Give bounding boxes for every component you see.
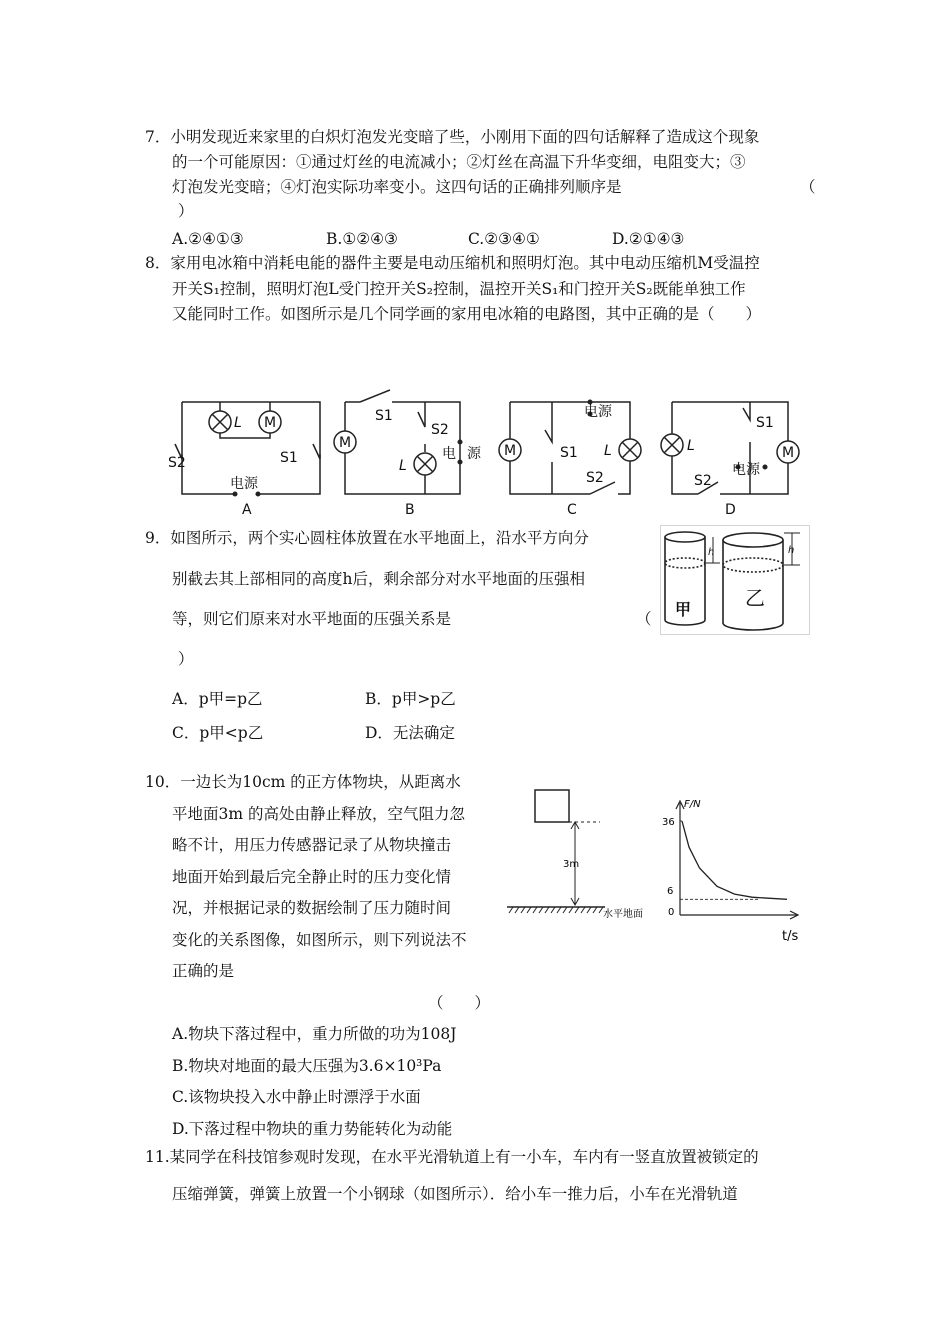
q11-line-1: 11.某同学在科技馆参观时发现，在水平光滑轨道上有一小车，车内有一竖直放置被锁定的 <box>145 1148 759 1166</box>
q10-paren: （ ） <box>428 994 491 1012</box>
circuit-d-s1-label: S1 <box>756 415 774 431</box>
cylinders-figure <box>660 525 810 635</box>
cylinder-h-label-left: h <box>708 547 715 558</box>
q9-line-1: 9．如图所示，两个实心圆柱体放置在水平地面上，沿水平方向分 <box>145 529 589 547</box>
q9-option-a: A．p甲=p乙 <box>172 690 263 708</box>
circuit-a-motor-label: M <box>264 415 277 431</box>
q10-line-1: 10．一边长为10cm 的正方体物块，从距离水 <box>145 773 461 791</box>
circuit-d-power-label: 电源 <box>732 462 760 478</box>
cylinder-yi-label: 乙 <box>745 586 765 610</box>
y-axis-label: F/N <box>684 799 701 810</box>
q7-option-a: A.②④①③ <box>172 230 244 248</box>
falling-block <box>535 790 569 822</box>
q7-option-c: C.②③④① <box>468 230 540 248</box>
q9-option-d: D．无法确定 <box>365 724 455 742</box>
q8-line-3: 又能同时工作。如图所示是几个同学画的家用电冰箱的电路图，其中正确的是（ ） <box>172 305 762 323</box>
q7-paren-open: （ <box>800 178 816 196</box>
q10-line-6: 变化的关系图像，如图所示，则下列说法不 <box>172 931 467 949</box>
cylinder-h-label-right: h <box>788 545 795 556</box>
circuit-a-caption: A <box>242 502 252 517</box>
circuit-c-s1-label: S1 <box>560 445 578 461</box>
q7-line-2: 的一个可能原因：①通过灯丝的电流减小；②灯丝在高温下升华变细，电阻变大；③ <box>172 153 746 171</box>
force-curve <box>682 821 787 899</box>
q7-option-b: B.①②④③ <box>326 230 398 248</box>
y-tick-6: 6 <box>667 886 674 897</box>
circuit-b-motor-label: M <box>339 435 352 451</box>
q10-line-4: 地面开始到最后完全静止时的压力变化情 <box>172 868 452 886</box>
q8-line-1: 8．家用电冰箱中消耗电能的器件主要是电动压缩机和照明灯泡。其中电动压缩机M受温控 <box>145 254 760 272</box>
circuit-d-motor-label: M <box>782 445 795 461</box>
q9-paren-open: （ <box>636 610 652 628</box>
q7-paren-close: ） <box>178 202 194 220</box>
drop-figure <box>505 785 665 925</box>
ground-label: 水平地面 <box>603 909 643 920</box>
q11-line-2: 压缩弹簧，弹簧上放置一个小钢球（如图所示）．给小车一推力后，小车在光滑轨道 <box>172 1185 738 1203</box>
q10-line-2: 平地面3m 的高处由静止释放，空气阻力忽 <box>172 805 465 823</box>
x-axis-label: t/s <box>782 929 799 944</box>
circuit-b <box>334 390 462 494</box>
circuit-c-caption: C <box>567 502 577 517</box>
y-tick-36: 36 <box>662 817 675 828</box>
circuit-d <box>661 402 799 494</box>
circuit-b-lamp-label: L <box>399 458 407 474</box>
cylinder-jia-label: 甲 <box>675 600 692 619</box>
x-tick-0: 0 <box>668 907 675 918</box>
circuit-a-s1-label: S1 <box>280 450 298 466</box>
q10-option-d: D.下落过程中物块的重力势能转化为动能 <box>172 1120 453 1138</box>
drop-height-label: 3m <box>563 859 580 870</box>
circuit-b-caption: B <box>405 502 415 517</box>
circuit-b-s1-label: S1 <box>375 408 393 424</box>
circuit-c-s2-label: S2 <box>586 470 604 486</box>
circuit-c-power-label: 电源 <box>584 404 612 420</box>
q7-option-d: D.②①④③ <box>612 230 685 248</box>
circuit-b-power-a: 电 <box>442 446 456 462</box>
q8-line-2: 开关S₁控制，照明灯泡L受门控开关S₂控制，温控开关S₁和门控开关S₂既能单独工作 <box>172 280 746 298</box>
circuit-d-caption: D <box>725 502 736 517</box>
q7-line-3: 灯泡发光变暗；④灯泡实际功率变小。这四句话的正确排列顺序是 <box>172 178 622 196</box>
circuit-d-lamp-label: L <box>687 438 695 454</box>
q9-option-b: B．p甲>p乙 <box>365 690 456 708</box>
circuit-a-s2-label: S2 <box>168 455 186 471</box>
q9-option-c: C．p甲<p乙 <box>172 724 264 742</box>
circuit-b-power-b: 源 <box>467 446 481 462</box>
circuit-diagrams <box>160 382 820 517</box>
q9-line-3: 等，则它们原来对水平地面的压强关系是 <box>172 610 452 628</box>
circuit-a-power-label: 电源 <box>230 476 258 492</box>
q10-option-a: A.物块下落过程中，重力所做的功为108J <box>172 1025 457 1043</box>
circuit-d-s2-label: S2 <box>694 473 712 489</box>
q10-line-3: 略不计，用压力传感器记录了从物块撞击 <box>172 836 452 854</box>
circuit-b-s2-label: S2 <box>431 422 449 438</box>
force-time-chart <box>660 795 810 945</box>
q10-option-c: C.该物块投入水中静止时漂浮于水面 <box>172 1088 421 1106</box>
q10-line-7: 正确的是 <box>172 962 235 980</box>
q10-line-5: 况，并根据记录的数据绘制了压力随时间 <box>172 899 452 917</box>
circuit-a-lamp-label: L <box>234 415 242 431</box>
q10-option-b: B.物块对地面的最大压强为3.6×10³Pa <box>172 1057 442 1075</box>
circuit-c-motor-label: M <box>504 443 517 459</box>
q7-line-1: 7．小明发现近来家里的白炽灯泡发光变暗了些，小刚用下面的四句话解释了造成这个现象 <box>145 128 760 146</box>
q9-line-2: 别截去其上部相同的高度h后，剩余部分对水平地面的压强相 <box>172 570 585 588</box>
q9-paren-close: ） <box>178 650 194 668</box>
circuit-c-lamp-label: L <box>604 443 612 459</box>
